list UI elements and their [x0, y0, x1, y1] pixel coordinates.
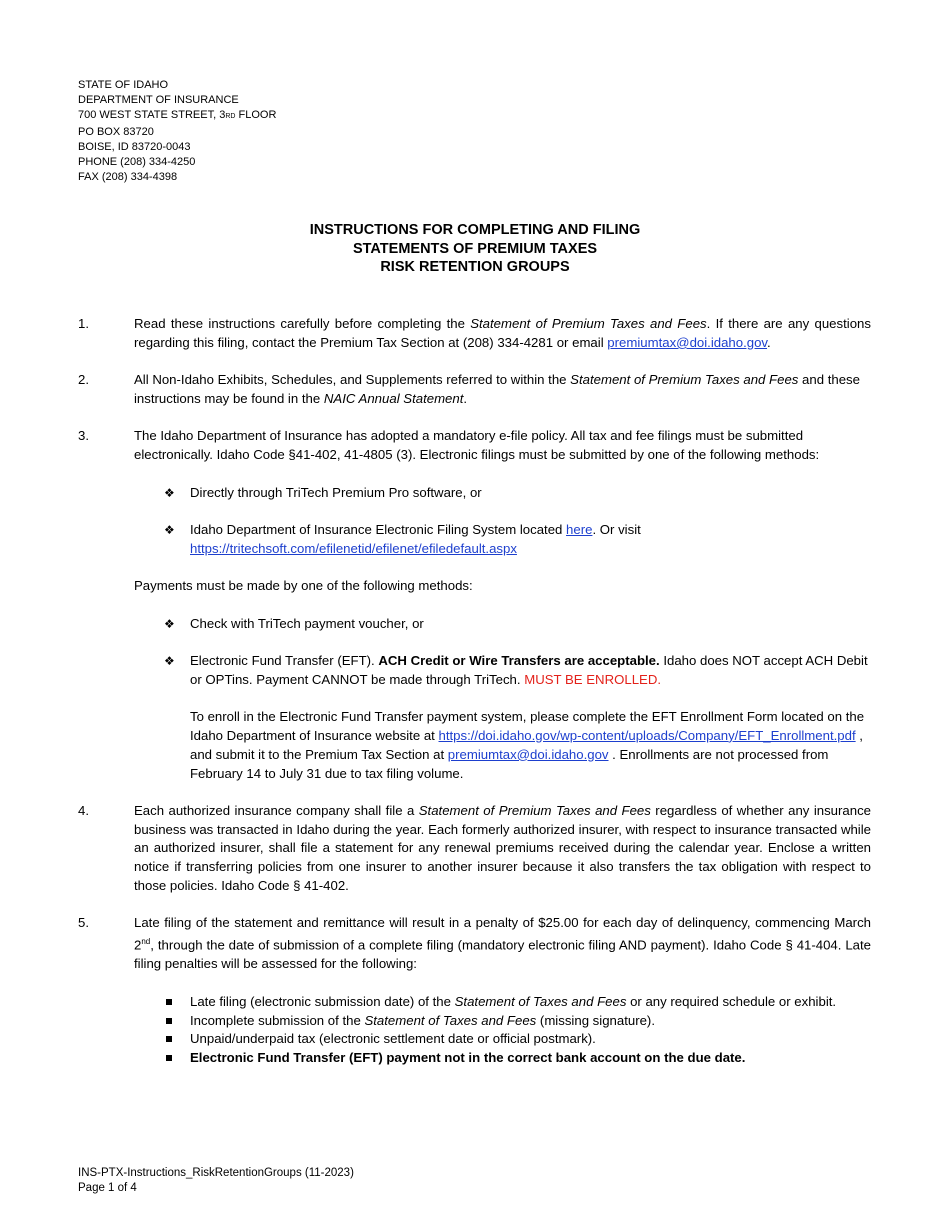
agency-po-box: PO BOX 83720 [78, 125, 154, 138]
diamond-bullet-icon: ❖ [164, 485, 175, 500]
title-line-2: STATEMENTS OF PREMIUM TAXES [352, 240, 598, 257]
penalty-item-4: Electronic Fund Transfer (EFT) payment not in the correct bank account on the due date. [190, 1049, 871, 1068]
item-number: 3. [78, 428, 89, 444]
instruction-item-3: 3. The Idaho Department of Insurance has adopted a mandatory e-file policy. All tax and fee filings must be submitted electronically. Idaho Code §41-402, 41-4805 (3). Electronic filings must be submitted by one of the following methods: [78, 428, 820, 463]
agency-state: STATE OF IDAHO [78, 79, 169, 91]
diamond-bullet-icon: ❖ [164, 616, 175, 631]
here-link[interactable]: here [566, 521, 593, 537]
payment-method-1: ❖ Check with TriTech payment voucher, or [190, 615, 871, 634]
title-line-1: INSTRUCTIONS FOR COMPLETING AND FILING [309, 222, 641, 238]
instruction-item-1: 1. Read these instructions carefully before completing the Statement of Premium Taxes and Fees. If there are any questions regarding this filing, contact the Premium Tax Section at (208) 334-4281 or email premiumtax@doi.idaho.gov. [78, 316, 871, 350]
page-number: Page 1 of 4 [78, 1182, 137, 1194]
email-link[interactable]: premiumtax@doi.idaho.gov [447, 746, 609, 762]
penalty-item-2: Incomplete submission of the Statement of Taxes and Fees (missing signature). [190, 1012, 871, 1031]
filing-method-2: ❖ Idaho Department of Insurance Electronic Filing System located here. Or visit https://tritechsoft.com/efilenetid/efilenet/efiledefault.aspx [164, 521, 641, 556]
instructions-body [78, 315, 871, 1068]
diamond-bullet-icon: ❖ [164, 653, 175, 668]
agency-fax: FAX (208) 334-4398 [78, 171, 178, 184]
payment-methods-intro: Payments must be made by one of the following methods: [134, 578, 473, 594]
square-bullet-icon [166, 1036, 172, 1042]
agency-department: DEPARTMENT OF INSURANCE [78, 94, 239, 107]
square-bullet-icon [166, 1055, 172, 1061]
tritech-url-link[interactable]: https://tritechsoft.com/efilenetid/efilenet/efiledefault.aspx [190, 540, 517, 556]
page-footer [78, 1166, 354, 1196]
agency-phone: PHONE (208) 334-4250 [78, 156, 196, 169]
penalty-item-1: Late filing (electronic submission date) of the Statement of Taxes and Fees or any required schedule or exhibit. [190, 993, 871, 1012]
square-bullet-icon [166, 999, 172, 1005]
must-enroll-warning: MUST BE ENROLLED. [524, 671, 662, 687]
item-number: 5. [78, 915, 89, 931]
email-link[interactable]: premiumtax@doi.idaho.gov [607, 334, 768, 350]
form-id: INS-PTX-Instructions_RiskRetentionGroups (11-2023) [78, 1167, 354, 1179]
title-line-3: RISK RETENTION GROUPS [380, 259, 570, 276]
eft-enrollment-link[interactable]: https://doi.idaho.gov/wp-content/uploads/Company/EFT_Enrollment.pdf [438, 727, 856, 743]
eft-enrollment-note: To enroll in the Electronic Fund Transfer payment system, please complete the EFT Enrollment Form located on the Idaho Department of Insurance website at https://doi.idaho.gov/wp-content/uploads/Company/EFT_Enrollment.pdf , and submit it to the Premium Tax Section at premiumtax@doi.idaho.gov . Enrollments are not processed from February 14 to July 31 due to tax filing volume. [190, 709, 865, 781]
agency-street: 700 WEST STATE STREET, 3RD FLOOR [78, 109, 277, 122]
filing-method-1: ❖ Directly through TriTech Premium Pro software, or [190, 484, 871, 503]
instruction-item-5: 5. Late filing of the statement and remittance will result in a penalty of $25.00 for each day of delinquency, commencing March 2nd, through the date of submission of a complete filing (mandatory electronic filing AND payment). Idaho Code § 41-404. Late filing penalties will be assessed for the following: [78, 915, 871, 972]
payment-method-2: ❖ Electronic Fund Transfer (EFT). ACH Credit or Wire Transfers are acceptable. Idaho does NOT accept ACH Debit or OPTins. Payment CANNOT be made through TriTech. MUST BE ENROLLED. [164, 652, 868, 687]
item-number: 2. [78, 372, 89, 388]
agency-city: BOISE, ID 83720-0043 [78, 140, 191, 153]
item-number: 4. [78, 802, 89, 818]
document-title [0, 221, 950, 277]
item-number: 1. [78, 316, 89, 331]
instruction-item-2: 2. All Non-Idaho Exhibits, Schedules, and Supplements referred to within the Statement of Premium Taxes and Fees and these instructions may be found in the NAIC Annual Statement. [78, 372, 860, 406]
instruction-item-4: 4. Each authorized insurance company shall file a Statement of Premium Taxes and Fees regardless of whether any insurance business was transacted in Idaho during the year. Each formerly authorized insurer, with respect to insurance transacted while an authorized insurer, shall file a statement for any renewal premiums received during the calendar year. Enclose a written notice if transferring policies from one insurer to another insurer because it also transfers the tax obligation with respect to those policies. Idaho Code § 41-402. [78, 802, 871, 894]
square-bullet-icon [166, 1018, 172, 1024]
agency-address-block [78, 78, 276, 185]
diamond-bullet-icon: ❖ [164, 522, 175, 537]
penalty-item-3: Unpaid/underpaid tax (electronic settlement date or official postmark). [190, 1030, 871, 1049]
